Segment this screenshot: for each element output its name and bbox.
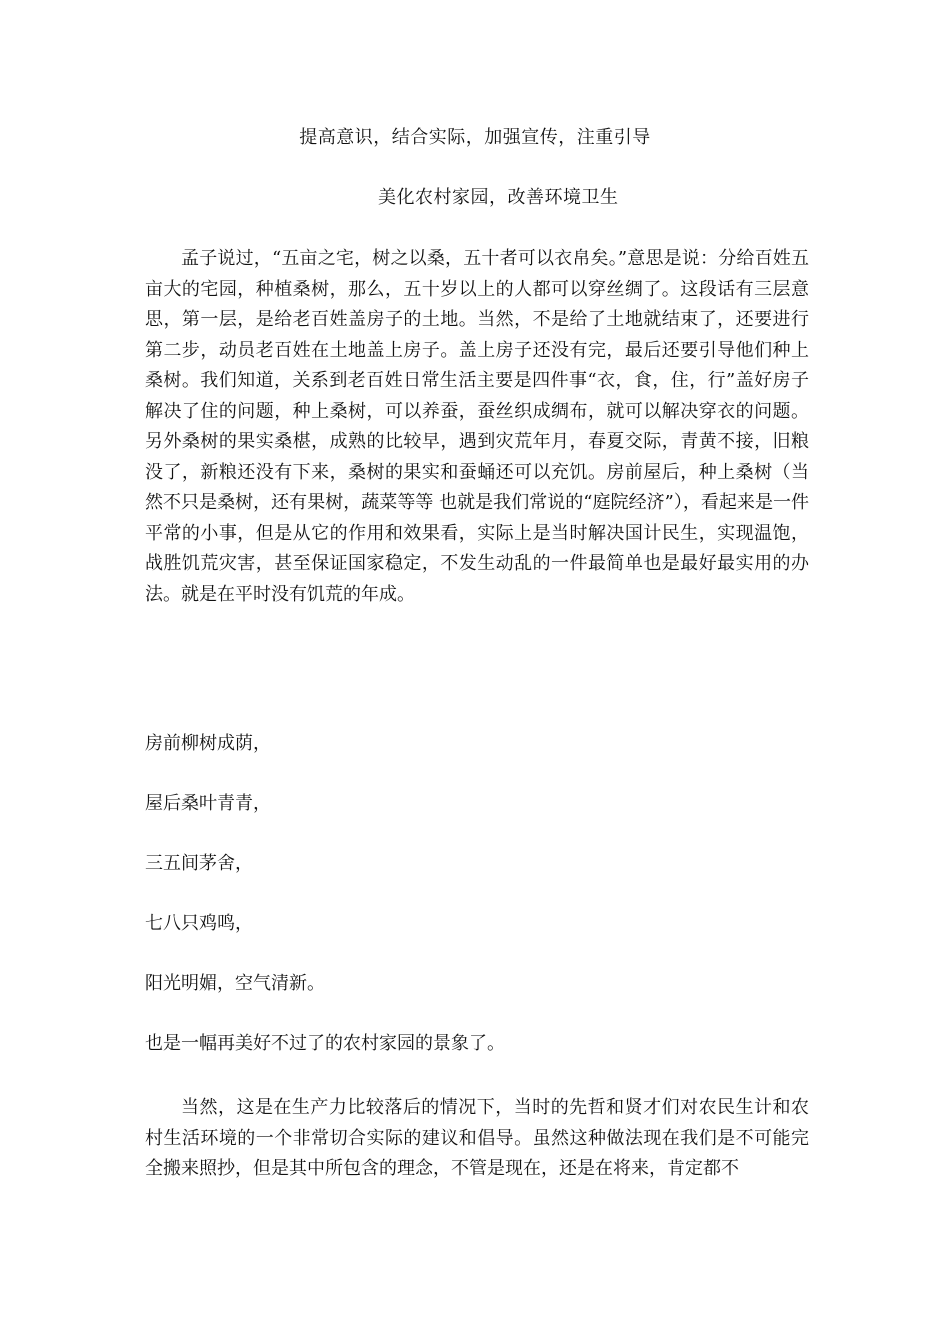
body-paragraph-2: 当然，这是在生产力比较落后的情况下，当时的先哲和贤才们对农民生计和农村生活环境的一个非常切合实际的建议和倡导。虽然这种做法现在我们是不可能完全搬来照抄，但是其中所包含的理念，不管是现在，还是在将来，肯定都不 (145, 1097, 809, 1179)
poem-line-3: 三五间茅舍， (145, 853, 253, 874)
document-subtitle: 美化农村家园，改善环境卫生 (378, 187, 619, 208)
poem-line-5: 阳光明媚，空气清新。 (145, 973, 325, 994)
document-title: 提高意识，结合实际，加强宣传，注重引导 (299, 127, 651, 148)
poem-closing-line: 也是一幅再美好不过了的农村家园的景象了。 (145, 1033, 505, 1054)
poem-line-4: 七八只鸡鸣， (145, 913, 253, 934)
poem-line-1: 房前柳树成荫， (145, 733, 271, 754)
poem-line-2: 屋后桑叶青青， (145, 793, 271, 814)
body-paragraph-1: 孟子说过，“五亩之宅，树之以桑，五十者可以衣帛矣。”意思是说：分给百姓五亩大的宅园，种植桑树，那么，五十岁以上的人都可以穿丝绸了。这段话有三层意思，第一层，是给老百姓盖房子的土地。当然，不是给了土地就结束了，还要进行第二步，动员老百姓在土地盖上房子。盖上房子还没有完，最后还要引导他们种上桑树。我们知道，关系到老百姓日常生活主要是四件事“衣，食，住，行”盖好房子解决了住的问题，种上桑树，可以养蚕，蚕丝织成绸布，就可以解决穿衣的问题。另外桑树的果实桑椹，成熟的比较早，遇到灾荒年月，春夏交际，青黄不接，旧粮没了，新粮还没有下来，桑树的果实和蚕蛹还可以充饥。房前屋后，种上桑树（当然不只是桑树，还有果树，蔬菜等等 也就是我们常说的“庭院经济”），看起来是一件平常的小事，但是从它的作用和效果看，实际上是当时解决国计民生，实现温饱，战胜饥荒灾害，甚至保证国家稳定，不发生动乱的一件最简单也是最好最实用的办法。就是在平时没有饥荒的年成。 (145, 248, 809, 605)
